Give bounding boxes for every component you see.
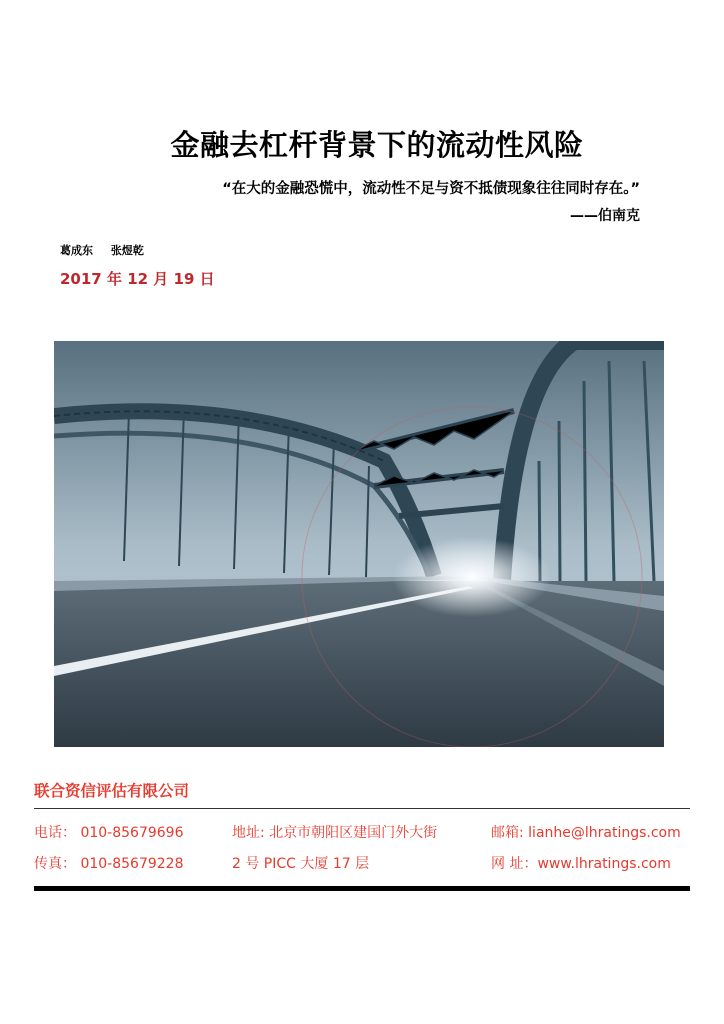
report-date: 2017 年 12 月 19 日 bbox=[60, 270, 215, 288]
fax-number: 传真： 010-85679228 bbox=[34, 856, 184, 872]
website-link[interactable]: 网 址：www.lhratings.com bbox=[491, 856, 671, 872]
footer-bar bbox=[34, 886, 690, 891]
address-line: 2 号 PICC 大厦 17 层 bbox=[232, 856, 370, 872]
author-name: 葛成东 bbox=[60, 244, 93, 257]
report-title: 金融去杠杆背景下的流动性风险 bbox=[170, 128, 584, 162]
phone-number: 电话： 010-85679696 bbox=[34, 825, 184, 841]
epigraph-author: ——伯南克 bbox=[570, 208, 640, 224]
author-list bbox=[60, 242, 158, 258]
epigraph-quote: “在大的金融恐慌中，流动性不足与资不抵债现象往往同时存在。” bbox=[222, 181, 640, 197]
cover-image bbox=[54, 341, 664, 747]
divider bbox=[34, 808, 690, 809]
author-name: 张煜乾 bbox=[110, 244, 144, 257]
bridge-photo-icon bbox=[54, 341, 664, 747]
email-link[interactable]: 邮箱: lianhe@lhratings.com bbox=[491, 825, 681, 841]
company-name: 联合资信评估有限公司 bbox=[34, 782, 190, 800]
address-line: 地址: 北京市朝阳区建国门外大街 bbox=[232, 825, 438, 841]
